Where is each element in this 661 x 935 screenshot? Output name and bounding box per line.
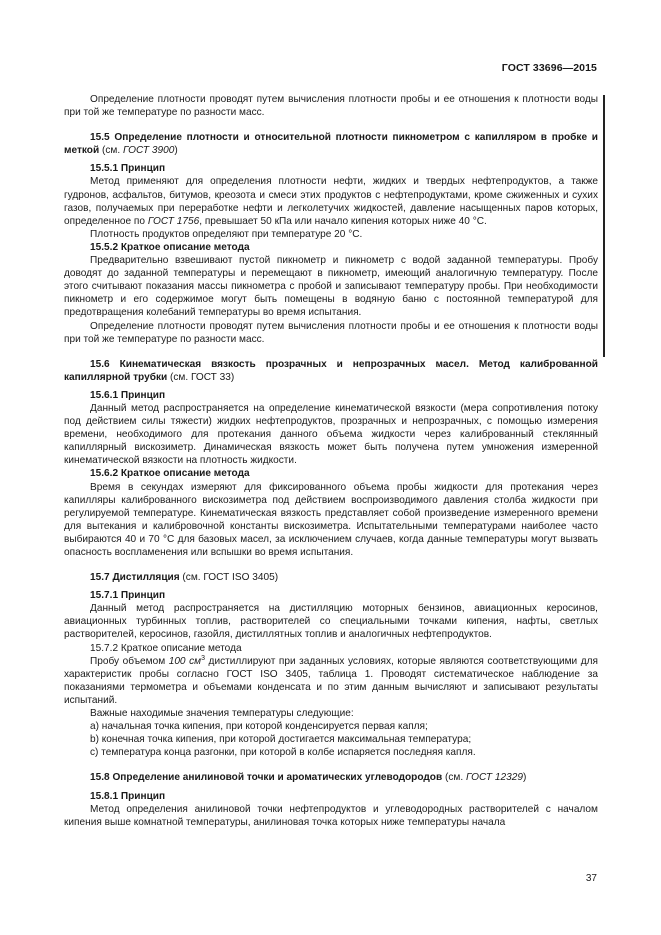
subsection-15-5-1-title: 15.5.1 Принцип [90, 163, 166, 175]
list-item-b: b) конечная точка кипения, при которой достигается максимальная температура; [90, 734, 472, 746]
document-code-header: ГОСТ 33696—2015 [501, 62, 597, 74]
paragraph-density-calc: Определение плотности проводят путем вычисления плотности пробы и ее отношения к плотности воды при той же температуре по разности масс. [64, 94, 598, 119]
section-15-7-title: 15.7 Дистилляция (см. ГОСТ ISO 3405) [90, 572, 279, 584]
subsection-15-7-2-title: 15.7.2 Краткое описание метода [90, 642, 242, 654]
subsection-15-6-2-title: 15.6.2 Краткое описание метода [90, 468, 250, 480]
paragraph-15-7-2: Пробу объемом 100 $см^3$ дистиллируют при заданных условиях, которые являются соответствующими для характеристик пробы согласно ГОСТ ISO 3405, таблица 1. Проводят систематическое наблюдение за показаниями термометра и объемами конденсата и по этим данным вычисляют и записывают результаты испытаний. [64, 654, 598, 706]
paragraph-15-5-2-b: Определение плотности проводят путем вычисления плотности пробы и ее отношения к плотности воды при той же температуре по разности масс. [64, 320, 598, 345]
page-content [64, 93, 598, 829]
subsection-15-5-2-title: 15.5.2 Краткое описание метода [90, 241, 250, 253]
paragraph-15-6-1: Данный метод распространяется на определение кинематической вязкости (мера сопротивления потоку под действием силы тяжести) жидких нефтепродуктов, прозрачных и непрозрачных, с помощью измерения времени, необходимого для протекания данного объема жидкости через калиброванный стеклянный капиллярный вискозиметр. Динамическая вязкость может быть получена путем умножения измеренной кинематической вязкости на плотность жидкости. [64, 402, 598, 467]
subsection-15-8-1-title: 15.8.1 Принцип [90, 790, 166, 802]
paragraph-15-7-2-values: Важные находимые значения температуры следующие: [90, 708, 354, 720]
section-15-6-title: 15.6 Кинематическая вязкость прозрачных и непрозрачных масел. Метод калиброванной капиллярной трубки (см. ГОСТ 33) [64, 358, 598, 383]
change-bar-top [603, 95, 605, 357]
page-number: 37 [585, 873, 597, 884]
paragraph-15-6-2: Время в секундах измеряют для фиксированного объема пробы жидкости для протекания через капилляры калиброванного вискозиметра под действием воспроизводимого давления столба жидкости при регулируемой температуре. Кинематическая вязкость представляет собой произведение измеренного времени для вытекания и калибровочной константы вискозиметра. Испытательными температурами наиболее часто выбираются 40 и 70 °С для базовых масел, за исключением случаев, когда данные температуры могут вызвать опасность воспламенения или вспышки во время испытания. [64, 481, 598, 558]
paragraph-15-5-1-temp: Плотность продуктов определяют при температуре 20 °С. [90, 228, 363, 240]
paragraph-15-5-2-a: Предварительно взвешивают пустой пикнометр и пикнометр с водой заданной температуры. Пробу доводят до заданной температуры и перемещают в пикнометр, имеющий аналогичную температуру. После этого считывают показания массы пикнометра с пробой и записывают температуру пробы. При необходимости пикнометр и его содержимое могут быть помещены в водяную баню с постоянной температурой для предотвращения колебаний температуры во время испытания. [64, 255, 598, 319]
paragraph-15-8-1: Метод определения анилиновой точки нефтепродуктов и углеводородных растворителей с началом кипения выше комнатной температуры, анилиновая точка которых ниже температуры начала [64, 803, 598, 828]
subsection-15-7-1-title: 15.7.1 Принцип [90, 590, 166, 602]
paragraph-15-7-1: Данный метод распространяется на дистилляцию моторных бензинов, авиационных керосинов, авиационных турбинных топлив, растворителей со специальными точками кипения, нафты, светлых растворителей, керосинов, газойля, дистиллятных топлив и аналогичных нефтепродуктов. [64, 603, 598, 641]
section-15-5-title: 15.5 Определение плотности и относительной плотности пикнометром с капилляром в пробке и меткой (см. ГОСТ 3900) [64, 132, 598, 157]
paragraph-15-5-1: Метод применяют для определения плотности нефти, жидких и твердых нефтепродуктов, а также гудронов, асфальтов, битумов, креозота и смеси этих продуктов с нефтепродуктами, кроме сжиженных и сухих газов, получаемых при переработке нефти и легколетучих жидкостей, давление насыщенных паров которых, определенное по ГОСТ 1756, превышает 50 кПа или начало кипения которых ниже 40 °С. [64, 176, 598, 227]
list-item-a: а) начальная точка кипения, при которой конденсируется первая капля; [90, 721, 428, 733]
list-item-c: с) температура конца разгонки, при которой в колбе испаряется последняя капля. [90, 747, 476, 759]
subsection-15-6-1-title: 15.6.1 Принцип [90, 389, 166, 401]
section-15-8-title: 15.8 Определение анилиновой точки и ароматических углеводородов (см. ГОСТ 12329) [90, 772, 527, 784]
